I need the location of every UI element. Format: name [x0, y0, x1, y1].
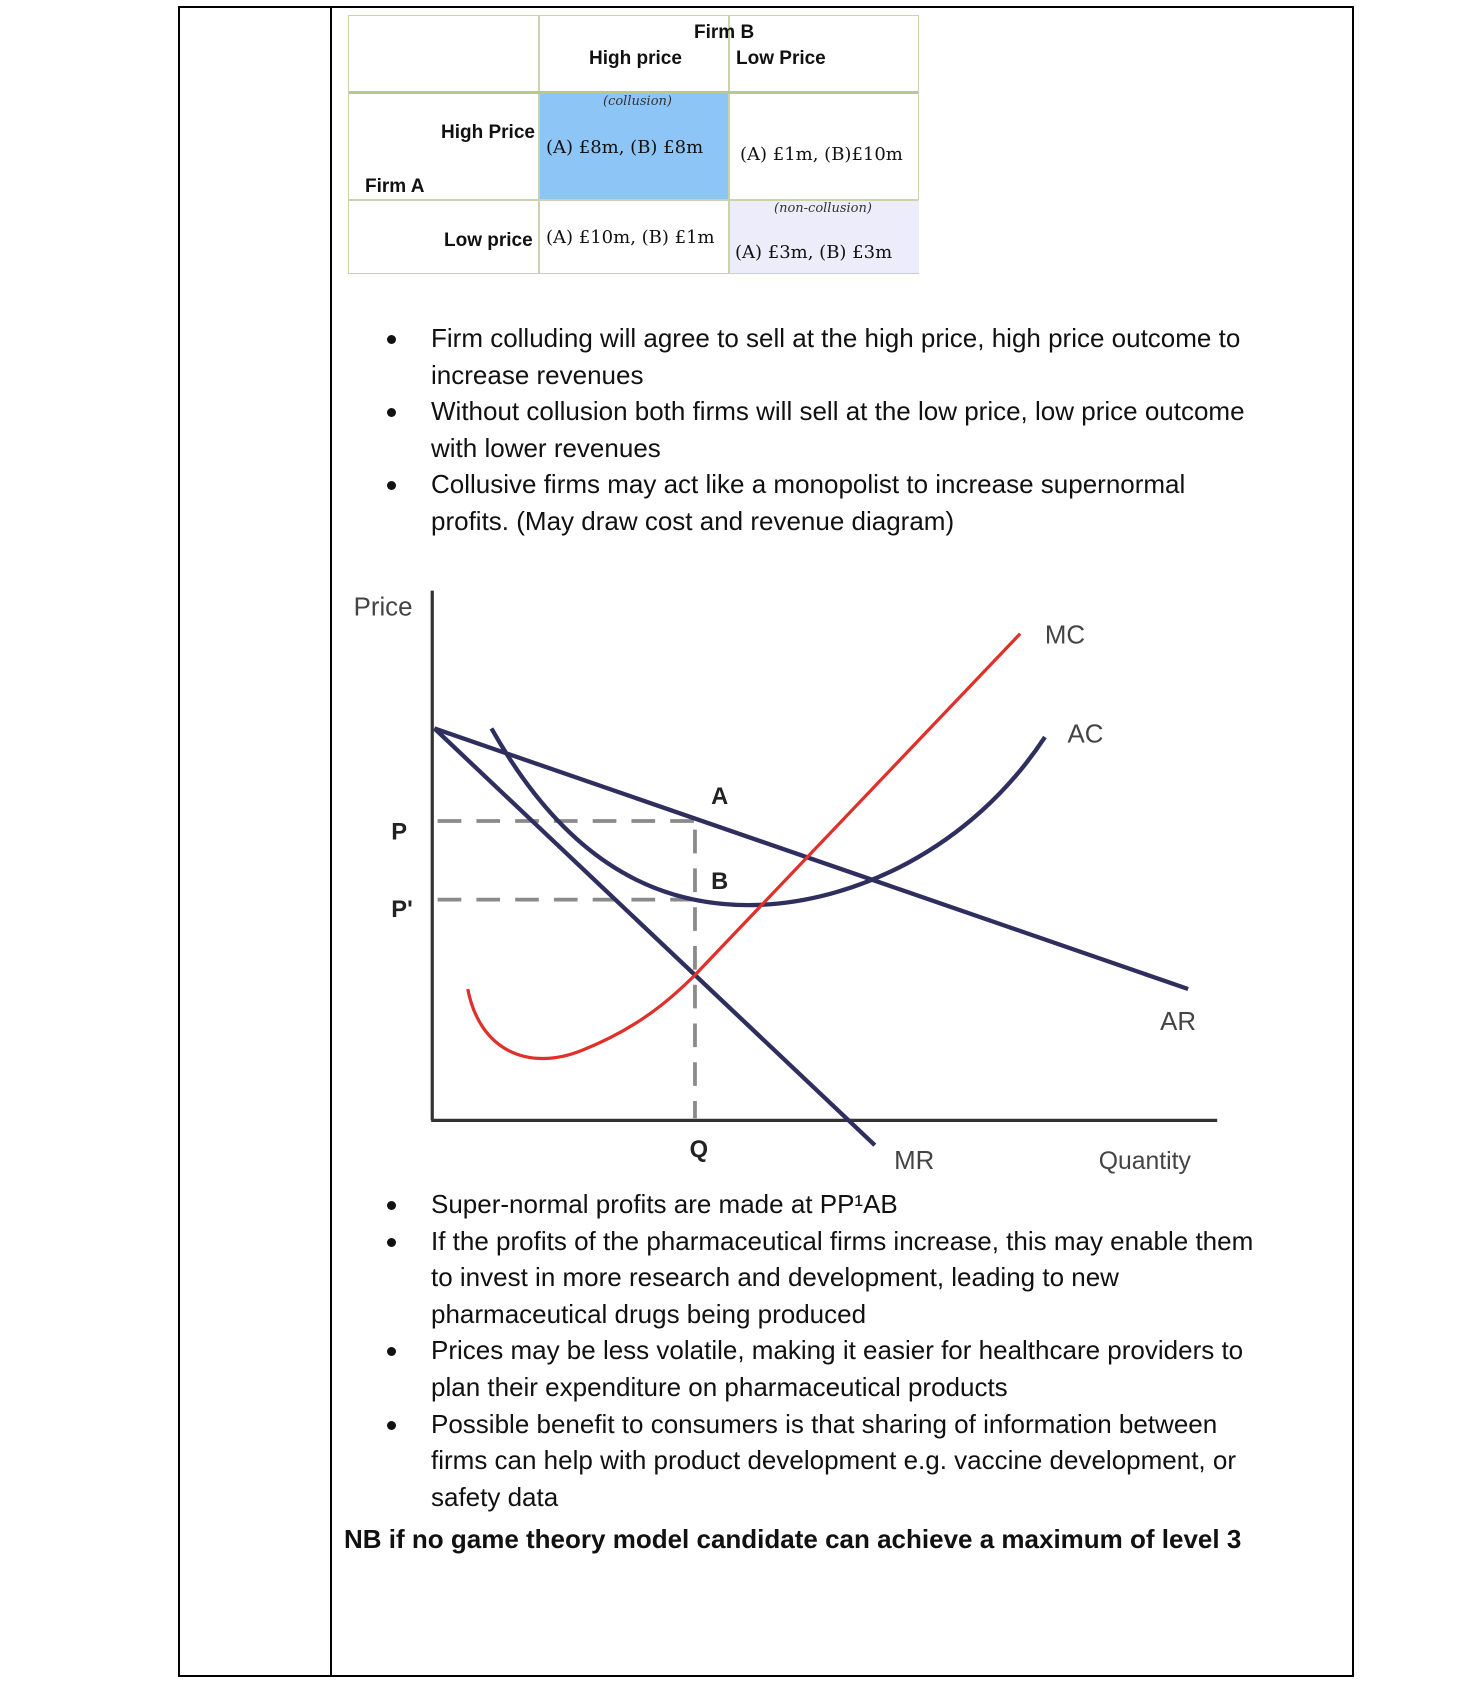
point-b-label: B	[711, 868, 729, 895]
bullet-text: Prices may be less volatile, making it easier for healthcare providers to	[431, 1335, 1244, 1366]
bullet-text: firms can help with product development e.g. vaccine development, or	[431, 1445, 1236, 1476]
row-header: High Price	[441, 122, 535, 143]
q-label: Q	[689, 1137, 709, 1164]
bullet-text: increase revenues	[431, 359, 644, 390]
bullet-text: plan their expenditure on pharmaceutical products	[431, 1371, 1008, 1402]
bullet-item	[393, 1223, 1253, 1333]
row-player-label: Firm A	[365, 176, 425, 197]
bullet-list-bottom	[393, 1186, 1253, 1515]
bullet-text: Firm colluding will agree to sell at the high price, high price outcome to	[431, 323, 1241, 353]
column-divider	[330, 6, 332, 1677]
p-prime-label: P'	[391, 896, 413, 923]
y-axis-label: Price	[353, 593, 413, 622]
bullet-icon	[387, 408, 396, 417]
bullet-icon	[387, 1238, 396, 1247]
point-a-label: A	[711, 783, 729, 810]
ar-label: AR	[1160, 1007, 1197, 1036]
cell-value: (A) £10m, (B) £1m	[546, 227, 715, 248]
bullet-item	[393, 393, 1245, 466]
bullet-text: profits. (May draw cost and revenue diagram)	[431, 505, 955, 536]
payoff-matrix	[348, 15, 919, 274]
cell-value: (A) £3m, (B) £3m	[735, 242, 893, 263]
bullet-icon	[387, 1201, 396, 1210]
bullet-text: Collusive firms may act like a monopolist to increase supernormal	[431, 469, 1186, 500]
bullet-icon	[387, 1347, 396, 1356]
grid-line	[728, 16, 730, 273]
bullet-text: safety data	[431, 1481, 559, 1512]
bullet-item	[393, 320, 1245, 393]
cell-value: (A) £8m, (B) £8m	[546, 137, 704, 158]
bullet-item	[393, 1332, 1253, 1405]
cell-value: (A) £1m, (B)£10m	[740, 144, 903, 165]
nb-note: NB if no game theory model candidate can achieve a maximum of level 3	[344, 1524, 1242, 1554]
bullet-item	[393, 1186, 1253, 1223]
dashed-guides	[438, 821, 695, 1118]
bullet-list-top	[393, 320, 1245, 540]
bullet-text: with lower revenues	[431, 432, 661, 463]
x-axis-label: Quantity	[1098, 1147, 1191, 1175]
mr-curve	[434, 728, 874, 1145]
cell-note: (non-collusion)	[774, 201, 872, 216]
p-label: P	[391, 819, 408, 846]
bullet-icon	[387, 481, 396, 490]
bullet-text: Possible benefit to consumers is that sharing of information between	[431, 1408, 1218, 1439]
bullet-icon	[387, 1421, 396, 1430]
bullet-icon	[387, 335, 396, 344]
cell-note: (collusion)	[603, 94, 672, 109]
bullet-text: to invest in more research and development, leading to new	[431, 1262, 1119, 1293]
ac-label: AC	[1067, 720, 1104, 749]
column-header: High price	[589, 48, 682, 69]
column-header: Low Price	[736, 48, 826, 69]
cost-revenue-diagram	[345, 582, 1228, 1185]
mc-label: MC	[1044, 621, 1086, 650]
ar-curve	[434, 728, 1188, 989]
bullet-text: Without collusion both firms will sell at the low price, low price outcome	[431, 396, 1245, 427]
bullet-text: If the profits of the pharmaceutical firms increase, this may enable them	[431, 1225, 1254, 1256]
column-player-label: Firm B	[694, 22, 755, 43]
bullet-text: pharmaceutical drugs being produced	[431, 1298, 867, 1329]
bullet-text: Super-normal profits are made at PP¹AB	[431, 1189, 898, 1219]
grid-line	[538, 16, 540, 273]
ac-curve	[491, 728, 1044, 905]
mr-label: MR	[894, 1146, 935, 1175]
row-header: Low price	[444, 230, 533, 251]
bullet-item	[393, 1406, 1253, 1516]
bullet-item	[393, 466, 1245, 539]
